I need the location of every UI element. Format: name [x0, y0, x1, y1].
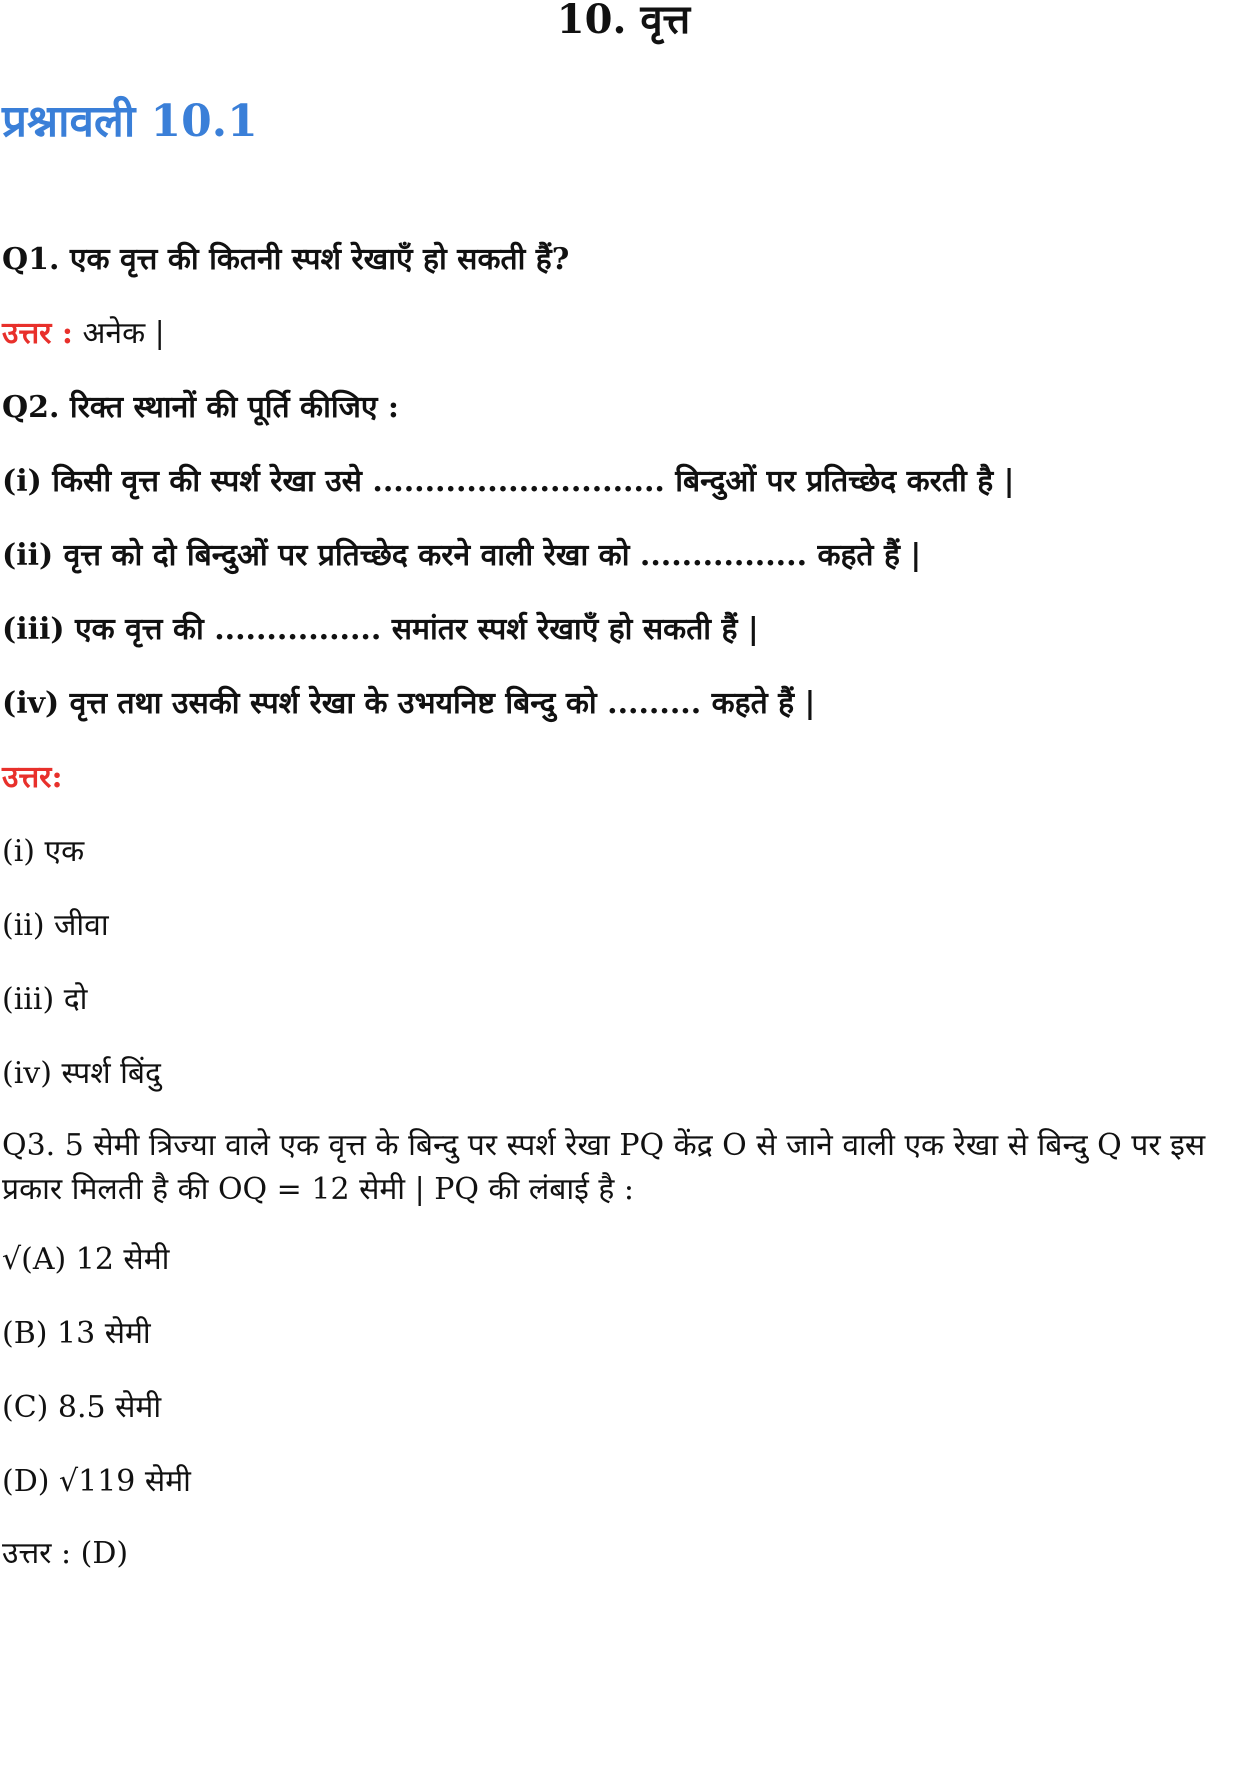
- q2-answer-iii: (iii) दो: [2, 982, 88, 1017]
- q1-question: Q1. एक वृत्त की कितनी स्पर्श रेखाएँ हो सकती हैं?: [2, 242, 570, 277]
- q3-option-a: √(A) 12 सेमी: [2, 1242, 170, 1277]
- q2-part-i: (i) किसी वृत्त की स्पर्श रेखा उसे ............................ बिन्दुओं पर प्रतिच्छेद करती है |: [2, 464, 1015, 499]
- q1-answer: [2, 314, 165, 354]
- exercise-title: प्रश्नावली 10.1: [2, 96, 258, 147]
- q1-answer-text: अनेक |: [72, 316, 165, 351]
- q2-part-iv: (iv) वृत्त तथा उसकी स्पर्श रेखा के उभयनिष्ट बिन्दु को ......... कहते हैं |: [2, 686, 816, 721]
- q3-answer: उत्तर : (D): [2, 1536, 129, 1571]
- q2-answer-label: उत्तर:: [2, 760, 63, 795]
- q2-answer-iv: (iv) स्पर्श बिंदु: [2, 1056, 161, 1091]
- q2-part-iii: (iii) एक वृत्त की ................ समांतर स्पर्श रेखाएँ हो सकती हैं |: [2, 612, 759, 647]
- q3-option-b: (B) 13 सेमी: [2, 1316, 151, 1351]
- q2-question: Q2. रिक्त स्थानों की पूर्ति कीजिए :: [2, 390, 399, 425]
- chapter-title: 10. वृत्त: [556, 0, 691, 43]
- q3-option-c: (C) 8.5 सेमी: [2, 1390, 162, 1425]
- q3-question: Q3. 5 सेमी त्रिज्या वाले एक वृत्त के बिन्दु पर स्पर्श रेखा PQ केंद्र O से जाने वाली एक रेखा से बिन्दु Q पर इस प्रकार मिलती है की OQ = 12 सेमी | PQ की लंबाई है :: [2, 1128, 1206, 1207]
- q2-answer-ii: (ii) जीवा: [2, 908, 109, 943]
- q1-answer-label: उत्तर :: [2, 316, 73, 351]
- q2-part-ii: (ii) वृत्त को दो बिन्दुओं पर प्रतिच्छेद करने वाली रेखा को ................ कहते हैं |: [2, 538, 922, 573]
- q2-answer-i: (i) एक: [2, 834, 85, 869]
- q3-option-d: (D) √119 सेमी: [2, 1464, 191, 1499]
